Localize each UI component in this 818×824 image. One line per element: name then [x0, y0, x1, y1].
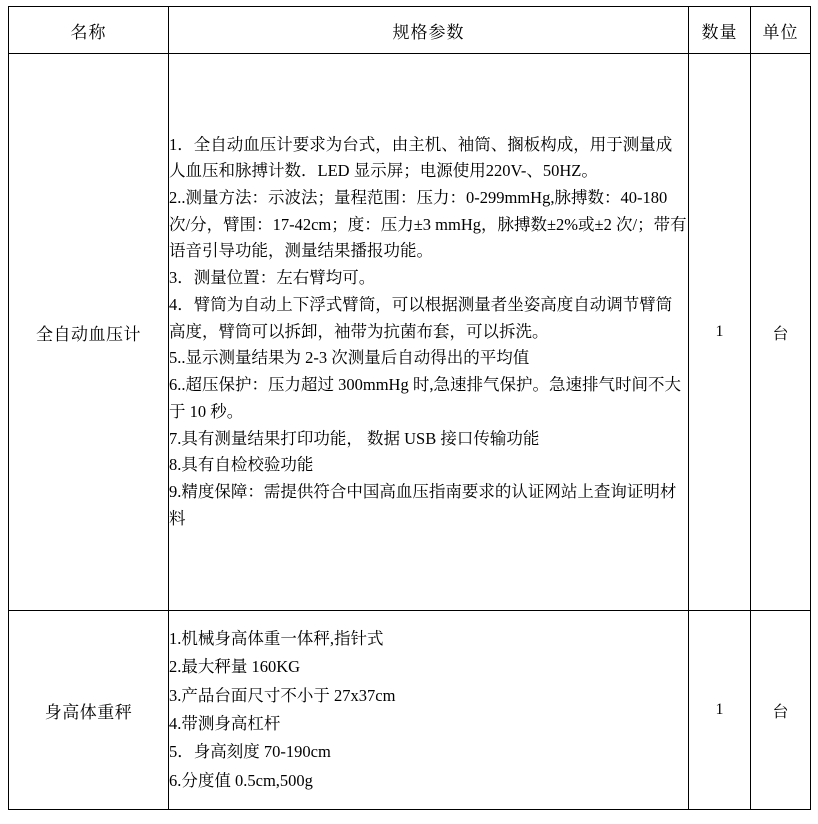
- item-quantity: 1: [689, 54, 751, 611]
- list-item: 6.分度值 0.5cm,500g: [169, 770, 313, 790]
- list-item: 1．全自动血压计要求为台式，由主机、袖筒、搁板构成，用于测量成人血压和脉搏计数．LED 显示屏；电源使用220V-、50HZ。: [169, 134, 673, 181]
- item-specification: [169, 54, 689, 611]
- list-item: 3．测量位置：左右臂均可。: [169, 268, 376, 288]
- item-quantity: 1: [689, 611, 751, 810]
- column-header-quantity: 数量: [689, 7, 751, 54]
- item-specification: [169, 611, 689, 810]
- item-name: 全自动血压计: [9, 54, 169, 611]
- specification-list: [169, 132, 688, 533]
- table-row: [9, 54, 811, 611]
- list-item: 4.带测身高杠杆: [169, 714, 281, 733]
- list-item: 7.具有测量结果打印功能， 数据 USB 接口传输功能: [169, 428, 540, 448]
- column-header-unit: 单位: [751, 7, 811, 54]
- table-row: [9, 611, 811, 810]
- list-item: 8.具有自检校验功能: [169, 455, 314, 475]
- item-name: 身高体重秤: [9, 611, 169, 810]
- specification-list: [169, 625, 688, 795]
- list-item: 2..测量方法：示波法；量程范围：压力：0-299mmHg,脉搏数：40-180 次/分，臂围：17-42cm；度：压力±3 mmHg，脉搏数±2%或±2 次/；带有语音引导功能，测量结果播报功能。: [169, 188, 687, 261]
- list-item: 2.最大秤量 160KG: [169, 657, 301, 677]
- list-item: 1.机械身高体重一体秤,指针式: [169, 628, 384, 648]
- table-header-row: [9, 7, 811, 54]
- item-unit: 台: [751, 611, 811, 810]
- specification-table: [8, 6, 811, 810]
- table-header: [9, 7, 811, 54]
- list-item: 6..超压保护：压力超过 300mmHg 时,急速排气保护。急速排气时间不大于 10 秒。: [169, 375, 681, 421]
- list-item: 5..显示测量结果为 2-3 次测量后自动得出的平均值: [169, 348, 530, 368]
- column-header-name: 名称: [9, 7, 169, 54]
- list-item: 3.产品台面尺寸不小于 27x37cm: [169, 685, 396, 705]
- list-item: 5．身高刻度 70-190cm: [169, 742, 331, 762]
- item-unit: 台: [751, 54, 811, 611]
- list-item: 4．臂筒为自动上下浮式臂筒，可以根据测量者坐姿高度自动调节臂筒高度，臂筒可以拆卸，袖带为抗菌布套，可以拆洗。: [169, 294, 673, 341]
- table-body: [9, 54, 811, 810]
- list-item: 9.精度保障：需提供符合中国高血压指南要求的认证网站上查询证明材料: [169, 481, 677, 528]
- column-header-spec: 规格参数: [169, 7, 689, 54]
